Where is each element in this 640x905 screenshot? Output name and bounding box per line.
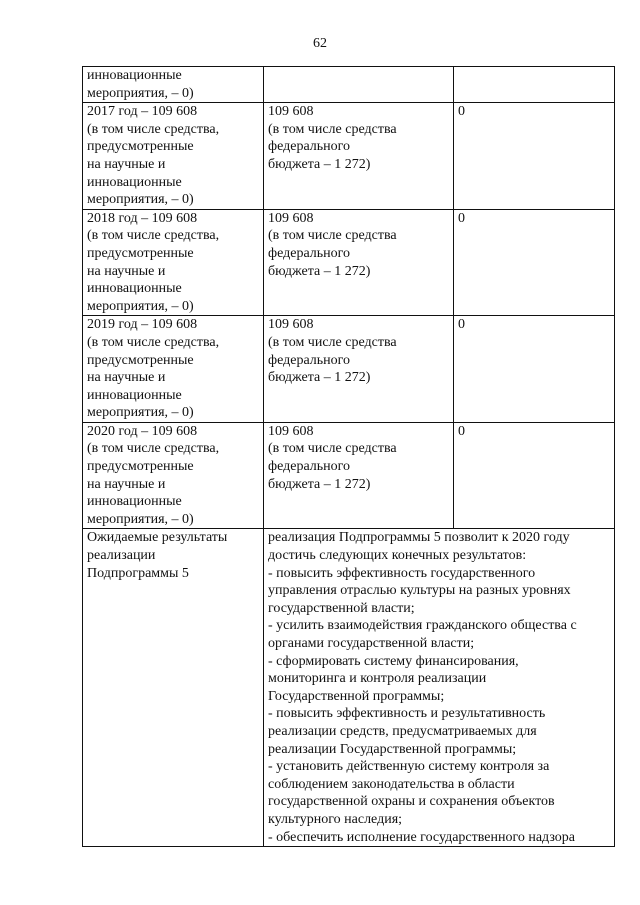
text-line: - повысить эффективность государственного <box>268 565 536 581</box>
text-line: инновационные <box>87 281 182 297</box>
text-line: предусмотренные <box>87 459 194 475</box>
text-line: предусмотренные <box>87 139 194 155</box>
text-line: (в том числе средства <box>268 441 397 457</box>
text-line: федерального <box>268 352 351 368</box>
text-line: мероприятия, – 0) <box>87 192 194 208</box>
text-line: 0 <box>458 423 465 439</box>
year-total-cell <box>83 316 264 423</box>
text-line: (в том числе средства, <box>87 228 220 244</box>
text-line: федерального <box>268 139 351 155</box>
text-line: мероприятия, – 0) <box>87 298 194 314</box>
federal-budget-cell <box>264 103 454 210</box>
federal-budget-cell <box>264 316 454 423</box>
federal-budget-cell <box>264 422 454 529</box>
year-total-cell <box>83 422 264 529</box>
text-line: (в том числе средства, <box>87 441 220 457</box>
text-line: 0 <box>458 104 465 120</box>
text-line: 109 608 <box>268 104 314 120</box>
text-line: (в том числе средства, <box>87 334 220 350</box>
text-line: реализации Государственной программы; <box>268 741 517 757</box>
text-line: 2018 год – 109 608 <box>87 210 198 226</box>
text-line: бюджета – 1 272) <box>268 370 371 386</box>
text-line: мероприятия, – 0) <box>87 85 194 101</box>
other-sources-cell <box>454 422 615 529</box>
year-total-cell <box>83 209 264 316</box>
text-line: инновационные <box>87 494 182 510</box>
text-line: 2019 год – 109 608 <box>87 317 198 333</box>
text-line: - усилить взаимодействия гражданского общества с <box>268 618 577 634</box>
text-line: мониторинга и контроля реализации <box>268 671 487 687</box>
text-line: мероприятия, – 0) <box>87 405 194 421</box>
text-line: - сформировать систему финансирования, <box>268 653 519 669</box>
text-line: инновационные <box>87 387 182 403</box>
text-line: 2017 год – 109 608 <box>87 104 198 120</box>
text-line: предусмотренные <box>87 352 194 368</box>
continuation-col3 <box>454 67 615 103</box>
text-line: 2020 год – 109 608 <box>87 423 198 439</box>
other-sources-cell <box>454 316 615 423</box>
text-line: инновационные <box>87 174 182 190</box>
table-row-2019 <box>83 316 615 423</box>
text-line: 109 608 <box>268 210 314 226</box>
text-line: инновационные <box>87 68 182 83</box>
text-line: Ожидаемые результаты <box>87 530 228 546</box>
text-line: на научные и <box>87 263 166 279</box>
other-sources-cell <box>454 209 615 316</box>
text-line: - повысить эффективность и результативность <box>268 706 546 722</box>
text-line: федерального <box>268 245 351 261</box>
results-label-cell <box>83 529 264 847</box>
text-line: органами государственной власти; <box>268 636 475 651</box>
text-line: мероприятия, – 0) <box>87 511 194 527</box>
text-line: предусмотренные <box>87 245 194 261</box>
text-line: - установить действенную систему контроля за <box>268 759 550 775</box>
text-line: (в том числе средства <box>268 228 397 244</box>
text-line: - обеспечить исполнение государственного надзора <box>268 829 576 845</box>
text-line: соблюдением законодательства в области <box>268 776 515 792</box>
text-line: государственной власти; <box>268 600 415 616</box>
table-row-continuation <box>83 67 615 103</box>
subprogram-table <box>82 66 615 847</box>
text-line: федерального <box>268 459 351 475</box>
text-line: бюджета – 1 272) <box>268 263 371 279</box>
text-line: 109 608 <box>268 317 314 333</box>
federal-budget-cell <box>264 209 454 316</box>
text-line: 0 <box>458 210 465 226</box>
text-line: на научные и <box>87 370 166 386</box>
text-line: (в том числе средства <box>268 334 397 350</box>
text-line: достичь следующих конечных результатов: <box>268 548 527 564</box>
year-total-cell <box>83 103 264 210</box>
table-row-2017 <box>83 103 615 210</box>
table-row-expected-results <box>83 529 615 847</box>
table-row-2018 <box>83 209 615 316</box>
text-line: на научные и <box>87 476 166 492</box>
continuation-col1 <box>83 67 264 103</box>
text-line: реализации <box>87 548 156 564</box>
text-line: государственной охраны и сохранения объектов <box>268 794 555 810</box>
text-line: культурного наследия; <box>268 811 403 827</box>
text-line: (в том числе средства, <box>87 121 220 137</box>
page-number: 62 <box>313 36 327 51</box>
text-line: 109 608 <box>268 423 314 439</box>
text-line: на научные и <box>87 156 166 172</box>
text-line: (в том числе средства <box>268 121 397 137</box>
text-line: реализации средств, предусматриваемых для <box>268 723 537 739</box>
table-row-2020 <box>83 422 615 529</box>
text-line: реализация Подпрограммы 5 позволит к 2020 году <box>268 530 570 546</box>
text-line: Государственной программы; <box>268 688 445 704</box>
other-sources-cell <box>454 103 615 210</box>
continuation-col2 <box>264 67 454 103</box>
text-line: Подпрограммы 5 <box>87 565 189 581</box>
text-line: бюджета – 1 272) <box>268 476 371 492</box>
text-line: бюджета – 1 272) <box>268 156 371 172</box>
text-line: управления отраслью культуры на разных уровнях <box>268 583 571 599</box>
results-content-cell <box>264 529 615 847</box>
text-line: 0 <box>458 317 465 333</box>
